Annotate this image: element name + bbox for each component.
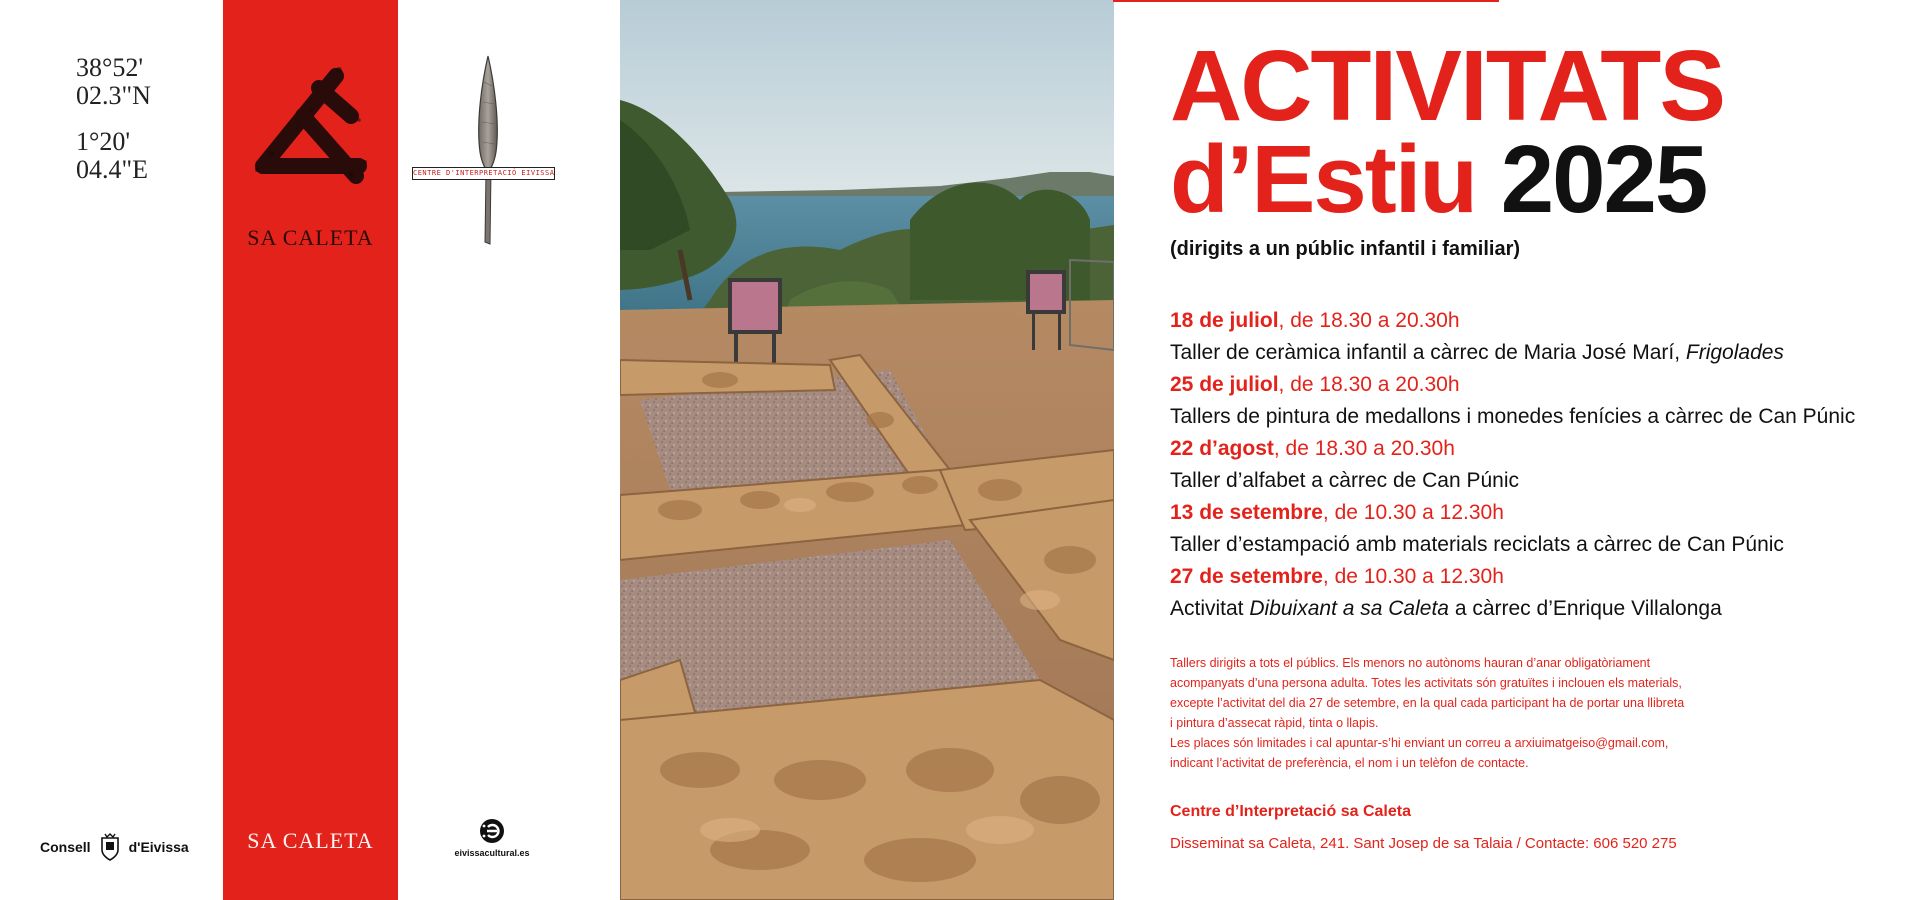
- event-item: [1170, 305, 1870, 369]
- event-item: [1170, 561, 1870, 625]
- event-description: [1170, 529, 1870, 561]
- event-desc-text: Taller d’alfabet a càrrec de Can Púnic: [1170, 469, 1520, 492]
- event-day: 27 de setembre: [1170, 565, 1323, 588]
- eivissacultural-logo: [452, 818, 532, 858]
- event-day: 18 de juliol: [1170, 309, 1279, 332]
- longitude-seconds: 04.4"E: [76, 155, 148, 184]
- event-date: [1170, 433, 1870, 465]
- event-time: , de 18.30 a 20.30h: [1278, 373, 1460, 396]
- event-time: , de 18.30 a 20.30h: [1273, 437, 1455, 460]
- event-desc-text: Taller d’estampació amb materials reciclats a càrrec de Can Púnic: [1170, 533, 1784, 556]
- event-desc-italic: Frigolades: [1685, 341, 1784, 364]
- event-day: 25 de juliol: [1170, 373, 1279, 396]
- event-time: , de 10.30 a 12.30h: [1322, 501, 1504, 524]
- event-day: 22 d’agost: [1170, 437, 1274, 460]
- contact-name: Centre d’Interpretació sa Caleta: [1170, 803, 1411, 820]
- contact-block: [1170, 803, 1870, 852]
- site-photo-illustration: [620, 0, 1114, 900]
- events-list: [1170, 305, 1870, 625]
- band-top-label: SA CALETA: [247, 225, 374, 250]
- event-item: [1170, 497, 1870, 561]
- event-desc-after: a càrrec d’Enrique Villalonga: [1448, 597, 1722, 620]
- latitude-degrees: 38°52': [76, 53, 144, 82]
- event-desc-text: Activitat: [1170, 597, 1250, 620]
- longitude: [76, 128, 151, 184]
- contact-address: Disseminat sa Caleta, 241. Sant Josep de sa Talaia / Contacte: 606 520 275: [1170, 835, 1677, 852]
- title-estiu: d’Estiu: [1170, 126, 1477, 233]
- red-band: [223, 0, 398, 900]
- consell-text: Consell: [40, 839, 91, 855]
- latitude-seconds: 02.3"N: [76, 81, 151, 110]
- notes: [1170, 653, 1690, 773]
- notes-paragraph: Les places són limitades i cal apuntar-s’hi enviant un correu a arxiuimatgeiso@gmail.com, indicant l’activitat de preferència, el nom i un telèfon de contacte.: [1170, 736, 1669, 770]
- longitude-degrees: 1°20': [76, 127, 131, 156]
- title-line-1: ACTIVITATS: [1170, 30, 1725, 142]
- centre-tag: CENTRE D'INTERPRETACIÓ EIVISSA: [412, 167, 555, 180]
- event-desc-italic: Dibuixant a sa Caleta: [1249, 597, 1449, 620]
- event-date: [1170, 305, 1870, 337]
- eivissacultural-icon: [479, 818, 505, 844]
- stone-tool-icon: [400, 52, 560, 252]
- consell-eivissa-logo: [40, 832, 189, 862]
- event-description: [1170, 401, 1870, 433]
- event-item: [1170, 369, 1870, 433]
- subtitle: (dirigits a un públic infantil i familiar): [1170, 238, 1521, 260]
- sa-caleta-logo-icon: [241, 58, 376, 198]
- event-time: , de 18.30 a 20.30h: [1278, 309, 1460, 332]
- band-bottom-label: SA CALETA: [247, 828, 374, 853]
- latitude: [76, 54, 151, 110]
- event-desc-text: Tallers de pintura de medallons i monedes fenícies a càrrec de Can Púnic: [1170, 405, 1856, 428]
- event-day: 13 de setembre: [1170, 501, 1323, 524]
- event-desc-text: Taller de ceràmica infantil a càrrec de Maria José Marí,: [1170, 341, 1686, 364]
- top-accent-line: [1113, 0, 1499, 2]
- crest-icon: [99, 832, 121, 862]
- event-description: [1170, 465, 1870, 497]
- event-description: [1170, 337, 1870, 369]
- archaeological-site-photo: [620, 0, 1114, 900]
- title-year: 2025: [1500, 126, 1707, 233]
- eivissa-text: d'Eivissa: [128, 839, 189, 855]
- notes-paragraph: Tallers dirigits a tots el públics. Els menors no autònoms hauran d’anar obligatòriament acompanyats d’una persona adulta. Totes les activitats són gratuïtes i inclouen els materials, excepte l’activitat del dia 27 de setembre, en la qual cada participant ha de portar una llibreta i pintura d’assecat ràpid, tinta o llapis.: [1170, 656, 1685, 730]
- main-content: [1170, 30, 1870, 852]
- coordinates: [76, 54, 151, 202]
- event-date: [1170, 497, 1870, 529]
- event-description: [1170, 593, 1870, 625]
- eivissacultural-text: eivissacultural.es: [454, 848, 530, 858]
- event-time: , de 10.30 a 12.30h: [1322, 565, 1504, 588]
- event-date: [1170, 561, 1870, 593]
- event-date: [1170, 369, 1870, 401]
- title-line-2: [1170, 126, 1870, 233]
- event-item: [1170, 433, 1870, 497]
